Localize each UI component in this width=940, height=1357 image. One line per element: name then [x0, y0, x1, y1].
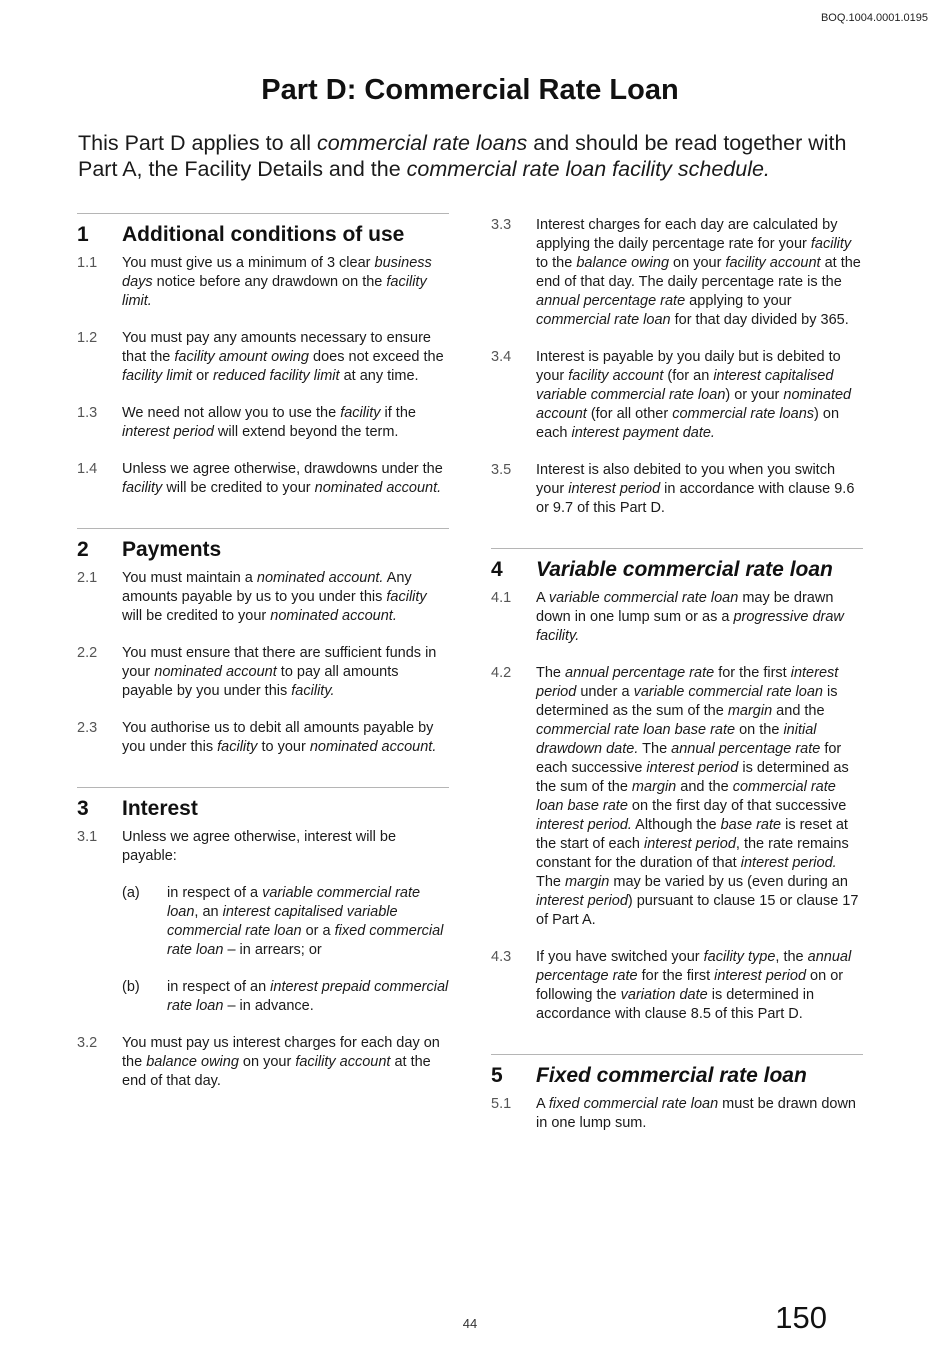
- clause-text: Interest charges for each day are calculated by applying the daily percentage rate for your facility to the balance owing on your facility account at the end of that day. The daily percentage rate is the annual percentage rate applying to your commercial rate loan for that day divided by 365.: [536, 217, 861, 328]
- section-number: 5: [491, 1064, 503, 1087]
- clause-number: 2.1: [77, 570, 98, 586]
- clause-5-1: [491, 1095, 863, 1133]
- section-title: Additional conditions of use: [122, 223, 405, 246]
- clause-4-2: [491, 664, 863, 930]
- section-title: Payments: [122, 538, 222, 561]
- clause-body: [122, 644, 449, 701]
- section-1: [77, 213, 449, 498]
- clause-body: [122, 404, 449, 442]
- clause-text: If you have switched your facility type, the annual percentage rate for the first interest period on or following the variation date is determined in accordance with clause 8.5 of this Part D.: [536, 949, 852, 1022]
- clause-4-1: [491, 589, 863, 646]
- clause-body: [536, 948, 863, 1024]
- sub-clause: [122, 884, 449, 960]
- page-title: Part D: Commercial Rate Loan: [261, 74, 679, 106]
- clause-3-2: [77, 1034, 449, 1091]
- bundle-page-number: 150: [775, 1300, 827, 1335]
- sub-clause-label: (b): [122, 979, 140, 995]
- clause-text: Unless we agree otherwise, interest will be payable:: [122, 829, 397, 864]
- section-heading: [77, 221, 449, 249]
- clause-number: 2.2: [77, 645, 98, 661]
- clause-2-1: [77, 569, 449, 626]
- clause-body: [536, 1095, 863, 1133]
- clause-1-3: [77, 404, 449, 442]
- page-number: 44: [462, 1316, 478, 1331]
- clause-number: 1.1: [77, 255, 98, 271]
- section-heading: [491, 1062, 863, 1090]
- clause-number: 2.3: [77, 720, 98, 736]
- clause-1-2: [77, 329, 449, 386]
- section-heading: [491, 556, 863, 584]
- clause-text: We need not allow you to use the facility if the interest period will extend beyond the term.: [122, 405, 416, 440]
- clause-1-4: [77, 460, 449, 498]
- clause-text: The annual percentage rate for the first interest period under a variable commercial rate loan is determined as the sum of the margin and the commercial rate loan base rate on the initial drawdown date. The annual percentage rate for each successive interest period is determined as the sum of the margin and the commercial rate loan base rate on the first day of that successive interest period. Although the base rate is reset at the start of each interest period, the rate remains constant for the duration of that interest period. The margin may be varied by us (even during an interest period) pursuant to clause 15 or clause 17 of Part A.: [536, 665, 859, 928]
- section-title: Fixed commercial rate loan: [536, 1064, 807, 1087]
- clause-number: 3.1: [77, 829, 98, 845]
- left-column: [77, 213, 449, 1091]
- clause-number: 1.4: [77, 461, 98, 477]
- clause-number: 3.5: [491, 462, 512, 478]
- sub-clause-text: in respect of a variable commercial rate loan, an interest capitalised variable commercial rate loan or a fixed commercial rate loan – in arrears; or: [167, 885, 444, 958]
- clause-text: Interest is payable by you daily but is debited to your facility account (for an interest capitalised variable commercial rate loan) or your nominated account (for all other commercial rate loans) on each interest payment date.: [536, 349, 852, 441]
- clause-3-1: [77, 828, 449, 1016]
- sub-clause-label: (a): [122, 885, 140, 901]
- clause-3-3: [491, 216, 863, 330]
- clause-body: [536, 664, 863, 930]
- section-3: [77, 787, 449, 1091]
- clause-number: 4.1: [491, 590, 512, 606]
- right-column: [491, 213, 863, 1133]
- clause-number: 4.3: [491, 949, 512, 965]
- clause-2-2: [77, 644, 449, 701]
- clause-text: You authorise us to debit all amounts payable by you under this facility to your nominated account.: [122, 720, 437, 755]
- clause-2-3: [77, 719, 449, 757]
- clause-text: You must pay us interest charges for each day on the balance owing on your facility account at the end of that day.: [122, 1035, 440, 1089]
- clause-4-3: [491, 948, 863, 1024]
- section-number: 2: [77, 538, 89, 561]
- clause-text: You must pay any amounts necessary to ensure that the facility amount owing does not exceed the facility limit or reduced facility limit at any time.: [122, 330, 444, 384]
- clause-text: You must give us a minimum of 3 clear business days notice before any drawdown on the facility limit.: [122, 255, 432, 309]
- clause-number: 5.1: [491, 1096, 512, 1112]
- clause-text: Unless we agree otherwise, drawdowns under the facility will be credited to your nominated account.: [122, 461, 443, 496]
- clause-number: 1.3: [77, 405, 98, 421]
- clause-number: 3.2: [77, 1035, 98, 1051]
- clause-number: 3.3: [491, 217, 512, 233]
- clause-text: A fixed commercial rate loan must be drawn down in one lump sum.: [536, 1096, 856, 1131]
- sub-clause: [122, 978, 449, 1016]
- clause-body: [536, 461, 863, 518]
- clause-body: [536, 589, 863, 646]
- clause-body: [536, 348, 863, 443]
- clause-number: 4.2: [491, 665, 512, 681]
- section-number: 3: [77, 797, 89, 820]
- clause-text: Interest is also debited to you when you switch your interest period in accordance with clause 9.6 or 9.7 of this Part D.: [536, 462, 855, 516]
- section-2: [77, 528, 449, 757]
- clause-body: [122, 1034, 449, 1091]
- section-continued: [491, 213, 863, 518]
- clause-number: 1.2: [77, 330, 98, 346]
- clause-text: A variable commercial rate loan may be drawn down in one lump sum or as a progressive draw facility.: [536, 590, 844, 644]
- section-number: 4: [491, 558, 503, 581]
- document-reference: BOQ.1004.0001.0195: [820, 12, 928, 24]
- clause-body: [122, 719, 449, 757]
- section-title: Variable commercial rate loan: [536, 558, 833, 581]
- section-heading: [77, 795, 449, 823]
- clause-text: You must maintain a nominated account. Any amounts payable by us to you under this facility will be credited to your nominated account.: [122, 570, 427, 624]
- clause-body: [122, 254, 449, 311]
- section-number: 1: [77, 223, 89, 246]
- intro-paragraph: This Part D applies to all commercial rate loans and should be read together with Part A, the Facility Details and the commercial rate loan facility schedule.: [78, 131, 847, 181]
- clause-text: You must ensure that there are sufficient funds in your nominated account to pay all amounts payable by you under this facility.: [122, 645, 437, 699]
- clause-body: [122, 569, 449, 626]
- clause-1-1: [77, 254, 449, 311]
- clause-3-5: [491, 461, 863, 518]
- section-heading: [77, 536, 449, 564]
- clause-body: [122, 460, 449, 498]
- clause-body: [122, 329, 449, 386]
- sub-clause-text: in respect of an interest prepaid commercial rate loan – in advance.: [167, 979, 449, 1014]
- section-4: [491, 548, 863, 1024]
- clause-number: 3.4: [491, 349, 512, 365]
- section-title: Interest: [122, 797, 198, 820]
- clause-body: [536, 216, 863, 330]
- section-5: [491, 1054, 863, 1133]
- clause-3-4: [491, 348, 863, 443]
- clause-body: [122, 828, 449, 1016]
